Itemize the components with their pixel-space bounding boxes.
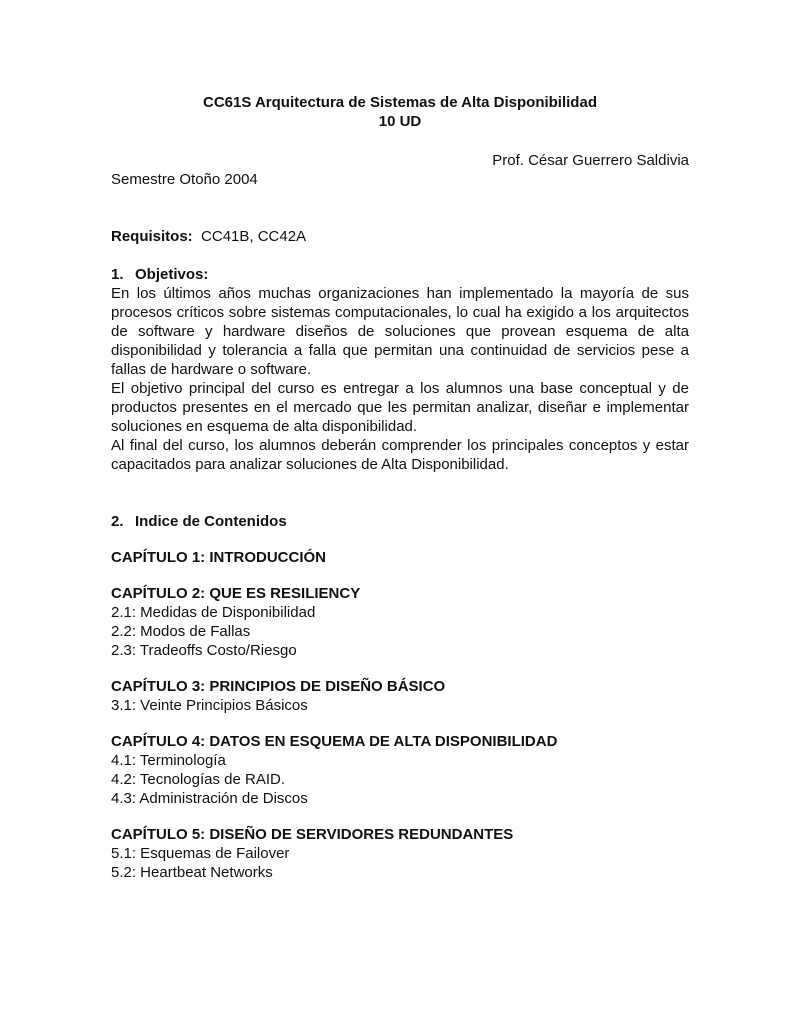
chapter-item: 5.2: Heartbeat Networks [111,864,273,881]
objectives-number: 1. [111,266,124,283]
objectives-paragraph: En los últimos años muchas organizaciones han implementado la mayoría de sus procesos críticos sobre sistemas computacionales, lo cual ha exigido a los arquitectos de software y hardware diseños de soluciones que provean esquema de alta disponibilidad y tolerancia a falla que permitan una continuidad de servicios pese a fallas de hardware o software. [111,285,689,378]
chapter-title: CAPÍTULO 3: PRINCIPIOS DE DISEÑO BÁSICO [111,678,446,695]
chapter [111,548,689,567]
chapter-title: CAPÍTULO 1: INTRODUCCIÓN [111,549,326,566]
requirements-value: CC41B, CC42A [201,228,307,245]
semester: Semestre Otoño 2004 [111,171,258,188]
requirements-label: Requisitos: [111,228,193,245]
chapter-item: 2.3: Tradeoffs Costo/Riesgo [111,642,297,659]
chapter-title: CAPÍTULO 4: DATOS EN ESQUEMA DE ALTA DISPONIBILIDAD [111,733,558,750]
contents-heading [111,512,689,531]
chapter-title: CAPÍTULO 5: DISEÑO DE SERVIDORES REDUNDANTES [111,826,514,843]
contents-title: Indice de Contenidos [135,513,287,530]
chapter [111,825,689,882]
chapter-item: 3.1: Veinte Principios Básicos [111,697,308,714]
chapter-title: CAPÍTULO 2: QUE ES RESILIENCY [111,585,361,602]
course-units: 10 UD [378,113,422,130]
objectives-paragraph: Al final del curso, los alumnos deberán comprender los principales conceptos y estar capacitados para analizar soluciones de Alta Disponibilidad. [111,437,689,473]
document-page [111,93,689,882]
objectives-title: Objetivos: [135,266,209,283]
objectives-heading [111,265,689,284]
chapter-item: 4.2: Tecnologías de RAID. [111,771,285,788]
chapter-item: 4.3: Administración de Discos [111,790,308,807]
chapter [111,584,689,660]
contents-number: 2. [111,513,124,530]
professor-name: Prof. César Guerrero Saldivia [492,152,689,169]
requirements [111,227,689,246]
chapter-item: 4.1: Terminología [111,752,226,769]
objectives-paragraph: El objetivo principal del curso es entregar a los alumnos una base conceptual y de productos presentes en el mercado que les permitan analizar, diseñar e implementar soluciones en esquema de alta disponibilidad. [111,380,689,435]
chapter [111,732,689,808]
chapter-item: 2.1: Medidas de Disponibilidad [111,604,316,621]
chapter-item: 5.1: Esquemas de Failover [111,845,290,862]
chapter [111,677,689,715]
chapter-item: 2.2: Modos de Fallas [111,623,251,640]
course-title: CC61S Arquitectura de Sistemas de Alta Disponibilidad [203,94,597,111]
